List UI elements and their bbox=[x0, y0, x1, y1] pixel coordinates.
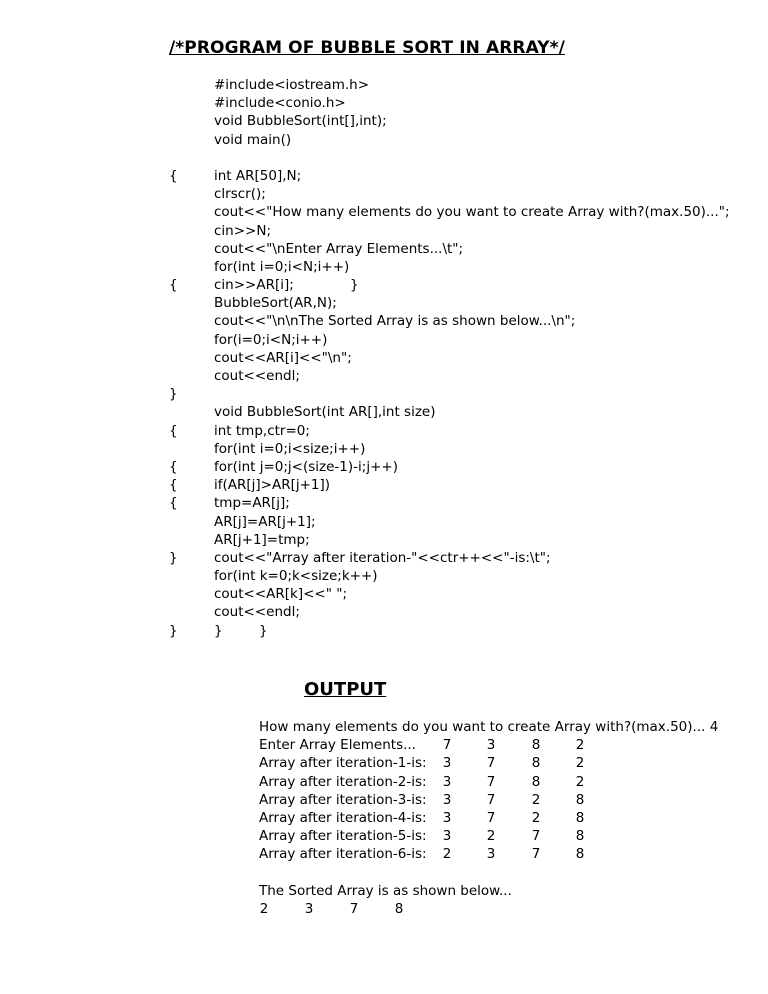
code-line bbox=[0, 403, 768, 421]
code-line bbox=[0, 622, 768, 640]
code-text: } bbox=[214, 622, 223, 639]
output-label: The Sorted Array is as shown below... bbox=[259, 882, 512, 899]
code-text: void main() bbox=[214, 131, 292, 148]
output-value: 3 bbox=[486, 846, 496, 863]
output-value: 7 bbox=[531, 846, 541, 863]
output-value: 2 bbox=[575, 737, 585, 754]
code-line bbox=[0, 513, 768, 531]
output-value: 8 bbox=[531, 737, 541, 754]
output-value: 8 bbox=[394, 900, 404, 917]
code-text: AR[j+1]=tmp; bbox=[214, 531, 310, 548]
output-value: 7 bbox=[531, 828, 541, 845]
output-value: 2 bbox=[531, 809, 541, 826]
code-line bbox=[0, 385, 768, 403]
output-label: Array after iteration-4-is: bbox=[259, 809, 427, 826]
code-line bbox=[0, 349, 768, 367]
code-text: #include<iostream.h> bbox=[214, 77, 370, 93]
code-line bbox=[0, 603, 768, 621]
code-listing bbox=[0, 76, 768, 640]
code-text: cout<<"How many elements do you want to create Array with?(max.50)..."; bbox=[214, 204, 730, 221]
code-text: clrscr(); bbox=[214, 186, 266, 203]
code-line bbox=[0, 331, 768, 349]
code-text: cout<<"\n\nThe Sorted Array is as shown below...\n"; bbox=[214, 313, 576, 330]
output-value: 8 bbox=[575, 809, 585, 826]
code-brace: } bbox=[169, 386, 178, 403]
code-line bbox=[0, 203, 768, 221]
output-value: 7 bbox=[442, 737, 452, 754]
code-line bbox=[0, 422, 768, 440]
code-text: void BubbleSort(int[],int); bbox=[214, 113, 387, 130]
code-text: cout<<"Array after iteration-"<<ctr++<<"-is:\t"; bbox=[214, 549, 551, 566]
code-text: if(AR[j]>AR[j+1]) bbox=[214, 477, 331, 494]
code-line bbox=[0, 185, 768, 203]
code-text: void BubbleSort(int AR[],int size) bbox=[214, 404, 436, 421]
code-line bbox=[0, 112, 768, 130]
code-line bbox=[0, 167, 768, 185]
code-text: int tmp,ctr=0; bbox=[214, 422, 310, 439]
code-text: cout<<endl; bbox=[214, 368, 300, 384]
code-line bbox=[0, 585, 768, 603]
output-label: Array after iteration-6-is: bbox=[259, 846, 427, 863]
output-line bbox=[259, 754, 739, 772]
output-value: 7 bbox=[486, 791, 496, 808]
output-value: 8 bbox=[575, 791, 585, 808]
code-line bbox=[0, 222, 768, 240]
output-value: 2 bbox=[531, 791, 541, 808]
output-value: 7 bbox=[349, 900, 359, 917]
code-text: cin>>N; bbox=[214, 222, 271, 239]
code-brace: } bbox=[169, 549, 178, 566]
code-closing-brace: } bbox=[350, 277, 359, 294]
output-line bbox=[259, 773, 739, 791]
code-text: for(int j=0;j<(size-1)-i;j++) bbox=[214, 458, 398, 475]
output-value: 3 bbox=[442, 755, 452, 772]
output-line bbox=[259, 864, 739, 882]
output-label: Array after iteration-1-is: bbox=[259, 755, 427, 772]
code-line bbox=[0, 440, 768, 458]
output-value: 2 bbox=[575, 773, 585, 790]
code-line bbox=[0, 131, 768, 149]
code-closing-brace: } bbox=[259, 622, 268, 639]
code-text: cin>>AR[i]; bbox=[214, 277, 294, 294]
output-line bbox=[259, 845, 739, 863]
code-line bbox=[0, 258, 768, 276]
code-text: for(int i=0;i<size;i++) bbox=[214, 440, 366, 457]
output-line bbox=[259, 900, 739, 918]
output-value: 7 bbox=[486, 773, 496, 790]
output-value: 3 bbox=[304, 900, 314, 917]
code-text: AR[j]=AR[j+1]; bbox=[214, 513, 316, 530]
output-value: 3 bbox=[442, 773, 452, 790]
code-text: cout<<AR[i]<<"\n"; bbox=[214, 349, 352, 366]
output-listing bbox=[259, 718, 739, 918]
output-label: Enter Array Elements... bbox=[259, 737, 416, 754]
code-text: cout<<"\nEnter Array Elements...\t"; bbox=[214, 240, 464, 257]
code-brace: { bbox=[169, 277, 178, 294]
output-line bbox=[259, 827, 739, 845]
code-brace: } bbox=[169, 622, 178, 639]
code-line bbox=[0, 458, 768, 476]
code-brace: { bbox=[169, 458, 178, 475]
output-value: 2 bbox=[442, 846, 452, 863]
code-line bbox=[0, 567, 768, 585]
output-value: 8 bbox=[531, 755, 541, 772]
code-line bbox=[0, 76, 768, 94]
output-line bbox=[259, 736, 739, 754]
output-value: 8 bbox=[575, 846, 585, 863]
code-brace: { bbox=[169, 167, 178, 184]
code-line bbox=[0, 276, 768, 294]
code-line bbox=[0, 531, 768, 549]
code-line bbox=[0, 312, 768, 330]
output-label: How many elements do you want to create Array with?(max.50)... 4 bbox=[259, 719, 719, 735]
output-label: Array after iteration-3-is: bbox=[259, 791, 427, 808]
output-value: 7 bbox=[486, 809, 496, 826]
output-value: 8 bbox=[575, 828, 585, 845]
code-line bbox=[0, 240, 768, 258]
output-label: Array after iteration-5-is: bbox=[259, 828, 427, 845]
output-value: 8 bbox=[531, 773, 541, 790]
code-line bbox=[0, 549, 768, 567]
code-text: tmp=AR[j]; bbox=[214, 495, 290, 512]
code-line bbox=[0, 494, 768, 512]
output-line bbox=[259, 791, 739, 809]
code-text: for(i=0;i<N;i++) bbox=[214, 331, 328, 348]
code-text: for(int k=0;k<size;k++) bbox=[214, 568, 378, 585]
program-title: /*PROGRAM OF BUBBLE SORT IN ARRAY*/ bbox=[169, 38, 565, 58]
output-value: 2 bbox=[486, 828, 496, 845]
code-brace: { bbox=[169, 477, 178, 494]
code-line bbox=[0, 294, 768, 312]
output-value: 3 bbox=[442, 828, 452, 845]
code-line bbox=[0, 367, 768, 385]
code-brace: { bbox=[169, 422, 178, 439]
code-line bbox=[0, 149, 768, 167]
output-heading: OUTPUT bbox=[304, 679, 387, 700]
code-text: cout<<AR[k]<<" "; bbox=[214, 586, 348, 603]
output-value: 7 bbox=[486, 755, 496, 772]
code-text: BubbleSort(AR,N); bbox=[214, 295, 337, 312]
output-value: 3 bbox=[442, 791, 452, 808]
code-text: for(int i=0;i<N;i++) bbox=[214, 258, 350, 275]
output-value: 3 bbox=[442, 809, 452, 826]
output-value: 2 bbox=[575, 755, 585, 772]
code-text: #include<conio.h> bbox=[214, 95, 346, 112]
output-value: 3 bbox=[486, 737, 496, 754]
output-line bbox=[259, 882, 739, 900]
output-label: Array after iteration-2-is: bbox=[259, 773, 427, 790]
code-line bbox=[0, 94, 768, 112]
code-text: int AR[50],N; bbox=[214, 167, 302, 184]
output-line bbox=[259, 809, 739, 827]
code-line bbox=[0, 476, 768, 494]
code-brace: { bbox=[169, 495, 178, 512]
output-line bbox=[259, 718, 739, 736]
output-value: 2 bbox=[259, 900, 269, 917]
code-text: cout<<endl; bbox=[214, 604, 300, 621]
